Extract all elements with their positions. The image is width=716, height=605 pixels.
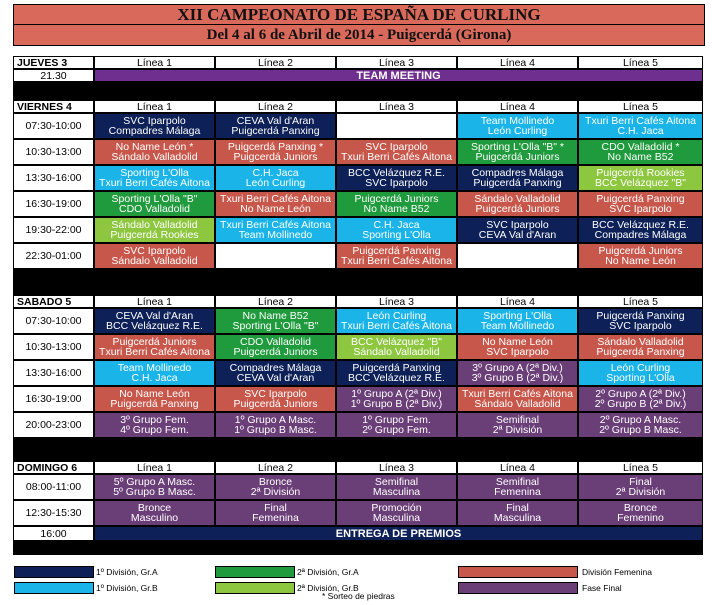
event-banner-text: TEAM MEETING bbox=[356, 69, 441, 82]
team-top: No Name León bbox=[482, 336, 553, 348]
lane-header-text: Línea 4 bbox=[499, 100, 536, 113]
team-top: No Name B52 bbox=[242, 310, 309, 322]
match-cell bbox=[578, 243, 703, 269]
team-bottom: Puigcerdá Juniors bbox=[233, 151, 318, 163]
time-slot bbox=[13, 308, 94, 334]
lane-header-text: Línea 1 bbox=[136, 100, 173, 113]
match-cell bbox=[94, 308, 215, 334]
team-top: Puigcerdá Panxing bbox=[596, 310, 685, 322]
event-banner-text: ENTREGA DE PREMIOS bbox=[335, 527, 462, 540]
match-cell bbox=[336, 334, 457, 360]
team-top: Sándalo Valladolid bbox=[111, 219, 198, 231]
lane-header-text: Línea 4 bbox=[499, 295, 536, 308]
lane-header bbox=[457, 295, 578, 308]
time-slot-text: 13:30-16:00 bbox=[25, 367, 82, 379]
match-cell bbox=[94, 334, 215, 360]
lane-header bbox=[94, 56, 215, 69]
team-bottom: Team Mollinedo bbox=[480, 320, 555, 332]
match-cell bbox=[578, 113, 703, 139]
team-top: Puigcerdá Panxing bbox=[352, 362, 441, 374]
time-slot bbox=[13, 360, 94, 386]
lane-header bbox=[215, 100, 336, 113]
match-cell bbox=[94, 412, 215, 438]
team-top: Team Mollinedo bbox=[480, 115, 555, 127]
time-slot-text: 13:30-16:00 bbox=[25, 172, 82, 184]
lane-header bbox=[578, 295, 703, 308]
day-label bbox=[13, 461, 94, 474]
team-bottom: 2ª División bbox=[250, 486, 301, 498]
match-cell bbox=[457, 334, 578, 360]
team-top: SVC Iparpolo bbox=[244, 388, 307, 400]
team-bottom: Compadres Málaga bbox=[594, 229, 687, 241]
team-top: Compadres Málaga bbox=[471, 167, 564, 179]
team-bottom: Masculina bbox=[493, 512, 542, 524]
team-bottom: Femenina bbox=[494, 486, 541, 498]
time-slot-text: 12:30-15:30 bbox=[25, 507, 82, 519]
match-cell bbox=[578, 500, 703, 526]
time-slot-text: 20:00-23:00 bbox=[25, 419, 82, 431]
day-label bbox=[13, 100, 94, 113]
team-bottom: Sándalo Valladolid bbox=[474, 398, 561, 410]
day-label-text: SABADO 5 bbox=[17, 295, 72, 308]
time-slot-text: 10:30-13:00 bbox=[25, 341, 82, 353]
team-top: 2º Grupo A Masc. bbox=[599, 414, 682, 426]
team-bottom: Puigcerdá Panxing bbox=[110, 398, 199, 410]
time-slot-text: 08:00-11:00 bbox=[25, 481, 82, 493]
lane-header-text: Línea 2 bbox=[257, 461, 294, 474]
match-cell bbox=[215, 165, 336, 191]
team-top: León Curling bbox=[366, 310, 427, 322]
time-slot-text: 10:30-13:00 bbox=[25, 146, 82, 158]
match-cell bbox=[94, 386, 215, 412]
team-bottom: Txuri Berri Cafés Aitona bbox=[341, 320, 452, 332]
team-top: Txuri Berri Cafés Aitona bbox=[585, 115, 696, 127]
team-top: No Name León * bbox=[115, 141, 194, 153]
match-cell bbox=[336, 500, 457, 526]
time-slot-text: 19:30-22:00 bbox=[25, 224, 82, 236]
team-top: Txuri Berri Cafés Aitona bbox=[220, 219, 331, 231]
match-cell bbox=[215, 243, 336, 269]
lane-header-text: Línea 5 bbox=[622, 295, 659, 308]
legend-label: 1º División, Gr.B bbox=[96, 583, 158, 593]
team-bottom: Txuri Berri Cafés Aitona bbox=[99, 346, 210, 358]
day-label-text: DOMINGO 6 bbox=[17, 461, 78, 474]
team-top: 5º Grupo A Masc. bbox=[113, 476, 196, 488]
team-top: BCC Velázquez R.E. bbox=[592, 219, 689, 231]
legend-label: 2ª División, Gr.B bbox=[297, 583, 359, 593]
match-cell bbox=[457, 474, 578, 500]
match-cell bbox=[94, 113, 215, 139]
team-top: SVC Iparpolo bbox=[486, 219, 549, 231]
team-bottom: SVC Iparpolo bbox=[486, 346, 549, 358]
team-top: 3º Grupo Fem. bbox=[120, 414, 189, 426]
team-top: CDO Valladolid * bbox=[601, 141, 680, 153]
match-cell bbox=[215, 412, 336, 438]
team-bottom: León Curling bbox=[245, 177, 306, 189]
legend-swatch bbox=[458, 582, 578, 594]
team-top: 1º Grupo A Masc. bbox=[234, 414, 317, 426]
lane-header bbox=[578, 56, 703, 69]
match-cell bbox=[457, 243, 578, 269]
legend-swatch bbox=[458, 566, 578, 578]
match-cell bbox=[457, 113, 578, 139]
footnote: * Sorteo de piedras bbox=[322, 591, 395, 601]
team-top: BCC Velázquez R.E. bbox=[348, 167, 445, 179]
team-bottom: Team Mollinedo bbox=[238, 229, 313, 241]
time-slot-text: 21.30 bbox=[40, 69, 67, 82]
lane-header-text: Línea 1 bbox=[136, 295, 173, 308]
time-slot bbox=[13, 191, 94, 217]
time-slot-text: 16:30-19:00 bbox=[25, 393, 82, 405]
match-cell bbox=[94, 139, 215, 165]
team-top: Puigcerdá Panxing bbox=[596, 193, 685, 205]
team-bottom: CDO Valladolid bbox=[118, 203, 190, 215]
team-top: 3º Grupo A (2ª Div.) bbox=[472, 362, 563, 374]
team-bottom: 3º Grupo B (2ª Div.) bbox=[471, 372, 564, 384]
team-top: Final bbox=[264, 502, 287, 514]
team-top: Promoción bbox=[371, 502, 422, 514]
match-cell bbox=[578, 334, 703, 360]
lane-header-text: Línea 5 bbox=[622, 56, 659, 69]
team-bottom: SVC Iparpolo bbox=[365, 177, 428, 189]
match-cell bbox=[215, 139, 336, 165]
team-bottom: CEVA Val d'Aran bbox=[236, 372, 315, 384]
team-bottom: Masculina bbox=[372, 512, 421, 524]
time-slot bbox=[13, 217, 94, 243]
team-bottom: SVC Iparpolo bbox=[609, 320, 672, 332]
team-bottom: 1º Grupo B (2ª Div.) bbox=[350, 398, 443, 410]
match-cell bbox=[457, 500, 578, 526]
legend-label: Fase Final bbox=[582, 583, 622, 593]
match-cell bbox=[578, 191, 703, 217]
lane-header bbox=[336, 100, 457, 113]
team-top: CEVA Val d'Aran bbox=[115, 310, 194, 322]
team-bottom: Sporting L'Olla bbox=[362, 229, 431, 241]
team-bottom: 2º Grupo Fem. bbox=[362, 424, 431, 436]
team-top: SVC Iparpolo bbox=[365, 141, 428, 153]
team-bottom: Puigcerdá Juniors bbox=[233, 346, 318, 358]
time-slot bbox=[13, 113, 94, 139]
day-label-text: VIERNES 4 bbox=[17, 100, 72, 113]
team-bottom: 4º Grupo Fem. bbox=[120, 424, 189, 436]
lane-header-text: Línea 3 bbox=[378, 461, 415, 474]
team-bottom: 2ª División bbox=[492, 424, 543, 436]
team-bottom: Femenino bbox=[617, 512, 664, 524]
team-bottom: No Name León bbox=[605, 255, 676, 267]
lane-header-text: Línea 4 bbox=[499, 461, 536, 474]
lane-header-text: Línea 3 bbox=[378, 56, 415, 69]
team-top: No Name León bbox=[119, 388, 190, 400]
match-cell bbox=[94, 474, 215, 500]
time-slot-text: 07:30-10:00 bbox=[25, 315, 82, 327]
team-top: CEVA Val d'Aran bbox=[236, 115, 315, 127]
team-top: Puigcerdá Rookies bbox=[596, 167, 685, 179]
match-cell bbox=[94, 217, 215, 243]
team-top: C.H. Jaca bbox=[252, 167, 299, 179]
time-slot bbox=[13, 412, 94, 438]
team-bottom: BCC Velázquez "B" bbox=[595, 177, 686, 189]
lane-header bbox=[457, 461, 578, 474]
time-slot bbox=[13, 500, 94, 526]
team-top: 1º Grupo Fem. bbox=[362, 414, 431, 426]
lane-header bbox=[94, 295, 215, 308]
team-top: Bronce bbox=[258, 476, 293, 488]
lane-header bbox=[457, 56, 578, 69]
time-slot-text: 16:30-19:00 bbox=[25, 198, 82, 210]
team-top: 2º Grupo A (2ª Div.) bbox=[595, 388, 686, 400]
lane-header bbox=[336, 56, 457, 69]
team-top: SVC Iparpolo bbox=[123, 115, 186, 127]
team-bottom: C.H. Jaca bbox=[617, 125, 664, 137]
match-cell bbox=[94, 243, 215, 269]
team-bottom: No Name León bbox=[240, 203, 311, 215]
team-top: Puigcerdá Juniors bbox=[598, 245, 683, 257]
match-cell bbox=[578, 139, 703, 165]
team-bottom: León Curling bbox=[487, 125, 548, 137]
event-banner bbox=[94, 69, 703, 82]
team-bottom: Femenina bbox=[252, 512, 299, 524]
time-slot bbox=[13, 386, 94, 412]
time-slot-text: 07:30-10:00 bbox=[25, 120, 82, 132]
team-top: Sporting L'Olla "B" bbox=[111, 193, 198, 205]
team-bottom: Sándalo Valladolid bbox=[353, 346, 440, 358]
team-bottom: Puigcerdá Rookies bbox=[110, 229, 199, 241]
team-top: BCC Velázquez "B" bbox=[351, 336, 442, 348]
match-cell bbox=[215, 113, 336, 139]
match-cell bbox=[215, 360, 336, 386]
match-cell bbox=[578, 360, 703, 386]
team-top: 1º Grupo A (2ª Div.) bbox=[351, 388, 442, 400]
match-cell bbox=[215, 334, 336, 360]
match-cell bbox=[578, 412, 703, 438]
lane-header bbox=[578, 100, 703, 113]
time-slot-text: 16:00 bbox=[40, 527, 67, 540]
team-top: Semifinal bbox=[374, 476, 419, 488]
day-label-text: JUEVES 3 bbox=[17, 56, 68, 69]
team-bottom: Compadres Málaga bbox=[108, 125, 201, 137]
team-top: Sándalo Valladolid bbox=[597, 336, 684, 348]
time-slot bbox=[13, 526, 94, 541]
lane-header-text: Línea 3 bbox=[378, 295, 415, 308]
match-cell bbox=[336, 113, 457, 139]
match-cell bbox=[578, 386, 703, 412]
match-cell bbox=[457, 386, 578, 412]
team-top: Puigcerdá Juniors bbox=[112, 336, 197, 348]
team-top: Compadres Málaga bbox=[229, 362, 322, 374]
lane-header bbox=[94, 100, 215, 113]
team-top: CDO Valladolid bbox=[239, 336, 311, 348]
lane-header bbox=[336, 295, 457, 308]
team-top: Semifinal bbox=[495, 476, 540, 488]
match-cell bbox=[336, 243, 457, 269]
team-top: Sándalo Valladolid bbox=[474, 193, 561, 205]
lane-header bbox=[457, 100, 578, 113]
time-slot bbox=[13, 69, 94, 82]
team-bottom: Txuri Berri Cafés Aitona bbox=[341, 255, 452, 267]
team-top: Puigcerdá Panxing * bbox=[227, 141, 324, 153]
team-bottom: 1º Grupo B Masc. bbox=[234, 424, 317, 436]
match-cell bbox=[457, 139, 578, 165]
team-top: Bronce bbox=[623, 502, 658, 514]
match-cell bbox=[215, 191, 336, 217]
time-slot bbox=[13, 165, 94, 191]
team-top: Semifinal bbox=[495, 414, 540, 426]
lane-header bbox=[215, 56, 336, 69]
team-bottom: Puigcerdá Juniors bbox=[233, 398, 318, 410]
lane-header bbox=[94, 461, 215, 474]
match-cell bbox=[578, 308, 703, 334]
time-slot bbox=[13, 139, 94, 165]
match-cell bbox=[336, 217, 457, 243]
team-bottom: Masculina bbox=[372, 486, 421, 498]
team-bottom: Txuri Berri Cafés Aitona bbox=[341, 151, 452, 163]
match-cell bbox=[336, 139, 457, 165]
lane-header-text: Línea 2 bbox=[257, 100, 294, 113]
match-cell bbox=[336, 165, 457, 191]
schedule-grid bbox=[13, 56, 703, 555]
time-slot bbox=[13, 334, 94, 360]
team-top: Sporting L'Olla bbox=[120, 167, 189, 179]
match-cell bbox=[578, 165, 703, 191]
team-top: León Curling bbox=[610, 362, 671, 374]
lane-header-text: Línea 2 bbox=[257, 295, 294, 308]
legend-label: 2ª División, Gr.A bbox=[297, 567, 359, 577]
match-cell bbox=[215, 308, 336, 334]
team-bottom: BCC Velázquez R.E. bbox=[106, 320, 203, 332]
team-bottom: 2º Grupo B (2ª Div.) bbox=[594, 398, 687, 410]
match-cell bbox=[336, 412, 457, 438]
page-subtitle: Del 4 al 6 de Abril de 2014 - Puigcerdá (Girona) bbox=[13, 24, 705, 46]
team-bottom: CEVA Val d'Aran bbox=[478, 229, 557, 241]
team-top: Txuri Berri Cafés Aitona bbox=[220, 193, 331, 205]
match-cell bbox=[94, 191, 215, 217]
match-cell bbox=[457, 308, 578, 334]
team-top: Sporting L'Olla bbox=[483, 310, 552, 322]
match-cell bbox=[215, 474, 336, 500]
team-top: Puigcerdá Juniors bbox=[354, 193, 439, 205]
lane-header bbox=[578, 461, 703, 474]
team-bottom: Puigcerdá Panxing bbox=[231, 125, 320, 137]
team-bottom: No Name B52 bbox=[607, 151, 674, 163]
team-bottom: Puigcerdá Juniors bbox=[475, 203, 560, 215]
match-cell bbox=[578, 474, 703, 500]
lane-header bbox=[215, 295, 336, 308]
legend-label: 1º División, Gr.A bbox=[96, 567, 158, 577]
match-cell bbox=[457, 360, 578, 386]
match-cell bbox=[457, 217, 578, 243]
lane-header-text: Línea 2 bbox=[257, 56, 294, 69]
team-top: Bronce bbox=[137, 502, 172, 514]
team-top: Sporting L'Olla "B" * bbox=[471, 141, 564, 153]
match-cell bbox=[94, 500, 215, 526]
legend-label: División Femenina bbox=[582, 567, 652, 577]
lane-header-text: Línea 5 bbox=[622, 100, 659, 113]
team-top: C.H. Jaca bbox=[373, 219, 420, 231]
lane-header-text: Línea 1 bbox=[136, 56, 173, 69]
lane-header-text: Línea 4 bbox=[499, 56, 536, 69]
team-bottom: Sporting L'Olla bbox=[606, 372, 675, 384]
lane-header-text: Línea 3 bbox=[378, 100, 415, 113]
team-bottom: BCC Velázquez R.E. bbox=[348, 372, 445, 384]
team-bottom: Puigcerdá Juniors bbox=[475, 151, 560, 163]
legend-swatch bbox=[215, 582, 295, 594]
time-slot bbox=[13, 243, 94, 269]
legend-swatch bbox=[14, 582, 94, 594]
match-cell bbox=[457, 165, 578, 191]
lane-header-text: Línea 5 bbox=[622, 461, 659, 474]
team-top: Puigcerdá Panxing bbox=[352, 245, 441, 257]
team-top: Txuri Berri Cafés Aitona bbox=[462, 388, 573, 400]
team-top: Final bbox=[629, 476, 652, 488]
match-cell bbox=[336, 386, 457, 412]
team-bottom: C.H. Jaca bbox=[131, 372, 178, 384]
event-banner bbox=[94, 526, 703, 541]
match-cell bbox=[578, 217, 703, 243]
lane-header bbox=[215, 461, 336, 474]
match-cell bbox=[457, 412, 578, 438]
page-title: XII CAMPEONATO DE ESPAÑA DE CURLING bbox=[13, 4, 705, 25]
team-top: SVC Iparpolo bbox=[123, 245, 186, 257]
team-bottom: Txuri Berri Cafés Aitona bbox=[99, 177, 210, 189]
team-bottom: Sándalo Valladolid bbox=[111, 151, 198, 163]
day-label bbox=[13, 295, 94, 308]
match-cell bbox=[94, 165, 215, 191]
match-cell bbox=[336, 360, 457, 386]
team-bottom: No Name B52 bbox=[363, 203, 430, 215]
match-cell bbox=[215, 386, 336, 412]
match-cell bbox=[94, 360, 215, 386]
team-bottom: Puigcerdá Panxing bbox=[473, 177, 562, 189]
team-bottom: Puigcerdá Panxing bbox=[596, 346, 685, 358]
team-top: Team Mollinedo bbox=[117, 362, 192, 374]
team-bottom: 5º Grupo B Masc. bbox=[113, 486, 196, 498]
team-bottom: Masculino bbox=[130, 512, 179, 524]
match-cell bbox=[215, 500, 336, 526]
team-bottom: SVC Iparpolo bbox=[609, 203, 672, 215]
match-cell bbox=[336, 474, 457, 500]
team-bottom: Sándalo Valladolid bbox=[111, 255, 198, 267]
lane-header bbox=[336, 461, 457, 474]
team-bottom: 2º Grupo B Masc. bbox=[599, 424, 682, 436]
time-slot-text: 22:30-01:00 bbox=[25, 250, 82, 262]
match-cell bbox=[457, 191, 578, 217]
match-cell bbox=[336, 308, 457, 334]
legend-swatch bbox=[14, 566, 94, 578]
team-bottom: Sporting L'Olla "B" bbox=[232, 320, 319, 332]
match-cell bbox=[215, 217, 336, 243]
lane-header-text: Línea 1 bbox=[136, 461, 173, 474]
legend-swatch bbox=[215, 566, 295, 578]
time-slot bbox=[13, 474, 94, 500]
day-label bbox=[13, 56, 94, 69]
team-top: Final bbox=[506, 502, 529, 514]
match-cell bbox=[336, 191, 457, 217]
team-bottom: 2ª División bbox=[615, 486, 666, 498]
